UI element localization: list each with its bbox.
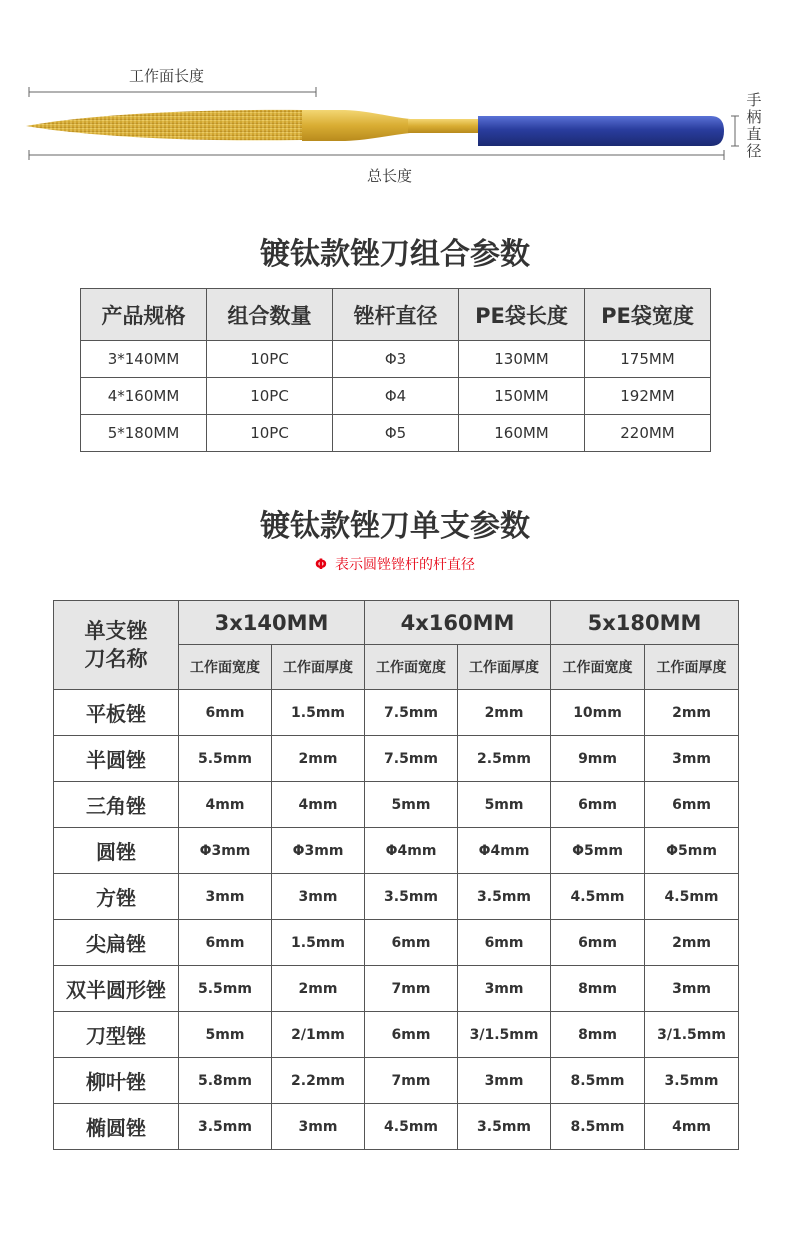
table-cell: 5.8mm [179, 1058, 272, 1104]
single-title: 镀钛款锉刀单支参数 [260, 509, 530, 544]
table-row [54, 920, 739, 966]
total-length-label: 总长度 [367, 167, 413, 185]
phi-note-text: 表示圆锉锉杆的杆直径 [334, 557, 475, 573]
table-cell: 6mm [551, 920, 645, 966]
table-row [54, 966, 739, 1012]
file-name-cell: 三角锉 [54, 782, 179, 828]
table-cell: 10PC [207, 378, 333, 415]
combo-title: 镀钛款锉刀组合参数 [260, 237, 530, 272]
thickness-subheader: 工作面厚度 [458, 645, 551, 690]
table-cell: 175MM [585, 341, 711, 378]
table-cell: 6mm [458, 920, 551, 966]
table-cell: Φ3mm [179, 828, 272, 874]
table-cell: 4mm [272, 782, 365, 828]
file-name-cell: 半圆锉 [54, 736, 179, 782]
file-tang [408, 119, 482, 133]
table-cell: 2/1mm [272, 1012, 365, 1058]
table-cell: 4*160MM [81, 378, 207, 415]
table-cell: 3.5mm [458, 874, 551, 920]
column-header: 锉杆直径 [333, 289, 459, 341]
table-cell: 8mm [551, 966, 645, 1012]
table-cell: 2.5mm [458, 736, 551, 782]
table-cell: Φ5mm [551, 828, 645, 874]
table-cell: 5mm [179, 1012, 272, 1058]
table-cell: 4.5mm [365, 1104, 458, 1150]
table-cell: Φ3 [333, 341, 459, 378]
table-cell: 1.5mm [272, 920, 365, 966]
table-row [81, 378, 711, 415]
table-cell: 2mm [645, 690, 739, 736]
table-cell: 5.5mm [179, 736, 272, 782]
column-header: PE袋长度 [459, 289, 585, 341]
width-subheader: 工作面宽度 [179, 645, 272, 690]
phi-symbol: Φ [315, 557, 327, 573]
blade-working-section [26, 110, 302, 141]
table-cell: 7mm [365, 1058, 458, 1104]
table-cell: 3mm [458, 966, 551, 1012]
table-cell: 220MM [585, 415, 711, 452]
file-name-cell: 圆锉 [54, 828, 179, 874]
table-cell: 3mm [645, 966, 739, 1012]
table-row [54, 1104, 739, 1150]
file-name-cell: 双半圆形锉 [54, 966, 179, 1012]
table-cell: 8mm [551, 1012, 645, 1058]
single-table-body [54, 690, 739, 1150]
table-cell: 3*140MM [81, 341, 207, 378]
single-params-table [53, 600, 739, 1150]
file-dimension-diagram [0, 0, 790, 200]
table-row [81, 341, 711, 378]
table-cell: 4.5mm [645, 874, 739, 920]
table-cell: 150MM [459, 378, 585, 415]
table-cell: 2mm [272, 966, 365, 1012]
table-cell: 10mm [551, 690, 645, 736]
table-cell: Φ4 [333, 378, 459, 415]
table-cell: 5mm [365, 782, 458, 828]
table-cell: Φ4mm [365, 828, 458, 874]
table-cell: 6mm [179, 690, 272, 736]
table-cell: 7mm [365, 966, 458, 1012]
working-length-label: 工作面长度 [129, 67, 205, 85]
file-name-header: 单支锉刀名称 [54, 601, 179, 690]
table-cell: 1.5mm [272, 690, 365, 736]
table-cell: 10PC [207, 341, 333, 378]
table-cell: 3.5mm [458, 1104, 551, 1150]
table-cell: 3.5mm [179, 1104, 272, 1150]
size-header: 4x160MM [365, 601, 551, 645]
thickness-subheader: 工作面厚度 [645, 645, 739, 690]
table-cell: 3.5mm [365, 874, 458, 920]
width-subheader: 工作面宽度 [551, 645, 645, 690]
table-cell: Φ4mm [458, 828, 551, 874]
table-cell: 2mm [272, 736, 365, 782]
table-cell: 3mm [272, 1104, 365, 1150]
combo-params-table [80, 288, 711, 452]
column-header: 产品规格 [81, 289, 207, 341]
table-row [54, 828, 739, 874]
table-cell: 3mm [179, 874, 272, 920]
table-row [54, 690, 739, 736]
table-cell: Φ5mm [645, 828, 739, 874]
table-cell: 6mm [365, 1012, 458, 1058]
file-name-cell: 刀型锉 [54, 1012, 179, 1058]
table-row [54, 1012, 739, 1058]
table-cell: 8.5mm [551, 1104, 645, 1150]
size-header: 3x140MM [179, 601, 365, 645]
table-cell: 6mm [645, 782, 739, 828]
file-name-cell: 尖扁锉 [54, 920, 179, 966]
table-cell: 6mm [551, 782, 645, 828]
table-cell: 192MM [585, 378, 711, 415]
table-cell: 4.5mm [551, 874, 645, 920]
blade-neck [302, 110, 410, 141]
table-cell: 3/1.5mm [458, 1012, 551, 1058]
thickness-subheader: 工作面厚度 [272, 645, 365, 690]
table-cell: 5mm [458, 782, 551, 828]
file-name-cell: 椭圆锉 [54, 1104, 179, 1150]
size-header: 5x180MM [551, 601, 739, 645]
table-cell: 2mm [645, 920, 739, 966]
table-header-row [81, 289, 711, 341]
table-cell: 6mm [365, 920, 458, 966]
width-subheader: 工作面宽度 [365, 645, 458, 690]
table-cell: 2mm [458, 690, 551, 736]
table-cell: 3mm [645, 736, 739, 782]
file-name-cell: 方锉 [54, 874, 179, 920]
table-cell: 6mm [179, 920, 272, 966]
file-name-cell: 柳叶锉 [54, 1058, 179, 1104]
column-header: 组合数量 [207, 289, 333, 341]
table-cell: 8.5mm [551, 1058, 645, 1104]
column-header: PE袋宽度 [585, 289, 711, 341]
handle [478, 116, 724, 146]
table-cell: 5.5mm [179, 966, 272, 1012]
table-cell: 4mm [179, 782, 272, 828]
table-cell: 3mm [458, 1058, 551, 1104]
table-cell: 130MM [459, 341, 585, 378]
table-row [54, 1058, 739, 1104]
table-row [54, 874, 739, 920]
table-cell: 9mm [551, 736, 645, 782]
table-cell: 7.5mm [365, 690, 458, 736]
table-cell: 3/1.5mm [645, 1012, 739, 1058]
table-cell: 160MM [459, 415, 585, 452]
table-cell: 3mm [272, 874, 365, 920]
table-row [54, 782, 739, 828]
table-row [54, 736, 739, 782]
phi-note [0, 554, 790, 574]
table-cell: 2.2mm [272, 1058, 365, 1104]
table-cell: 3.5mm [645, 1058, 739, 1104]
table-cell: 7.5mm [365, 736, 458, 782]
table-row [81, 415, 711, 452]
table-cell: Φ3mm [272, 828, 365, 874]
file-name-cell: 平板锉 [54, 690, 179, 736]
table-cell: 5*180MM [81, 415, 207, 452]
table-cell: 4mm [645, 1104, 739, 1150]
table-cell: Φ5 [333, 415, 459, 452]
handle-diameter-label: 手柄直径 [746, 91, 762, 160]
table-header-row [54, 601, 739, 645]
table-cell: 10PC [207, 415, 333, 452]
